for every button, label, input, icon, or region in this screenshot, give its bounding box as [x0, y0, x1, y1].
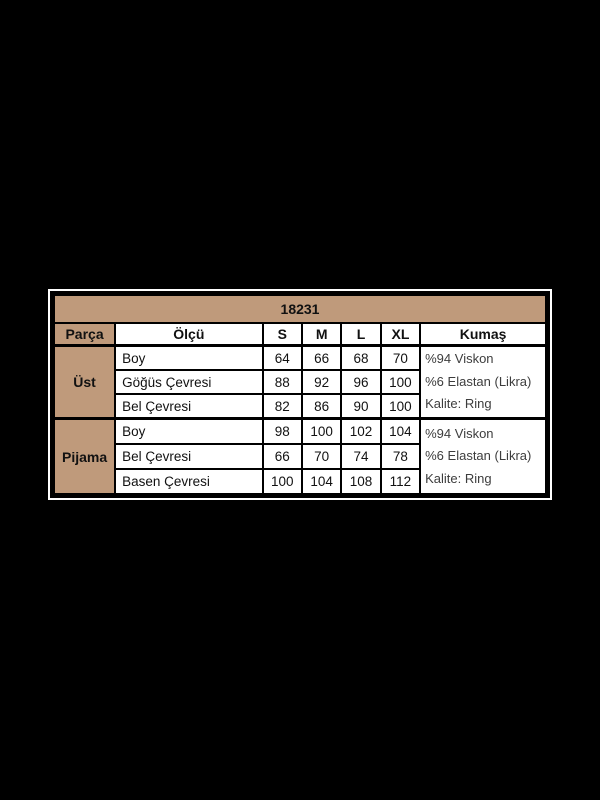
size-value: 100 — [302, 419, 341, 445]
size-value: 100 — [381, 370, 420, 394]
size-value: 96 — [341, 370, 380, 394]
col-header-olcu: Ölçü — [115, 323, 262, 346]
measure-label: Bel Çevresi — [115, 394, 262, 419]
fabric-line: %6 Elastan (Likra) — [425, 448, 532, 464]
size-value: 82 — [263, 394, 302, 419]
col-header-parca: Parça — [53, 323, 116, 346]
size-value: 74 — [341, 444, 380, 469]
fabric-info-ust — [420, 346, 547, 419]
size-value: 92 — [302, 370, 341, 394]
col-header-size-xl: XL — [381, 323, 420, 346]
size-value: 104 — [381, 419, 420, 445]
measure-label: Boy — [115, 346, 262, 371]
group-label-ust: Üst — [53, 346, 116, 419]
size-chart-table — [50, 291, 550, 498]
col-header-kumas: Kumaş — [420, 323, 547, 346]
size-value: 70 — [302, 444, 341, 469]
size-value: 90 — [341, 394, 380, 419]
size-value: 88 — [263, 370, 302, 394]
size-value: 66 — [263, 444, 302, 469]
chart-title: 18231 — [53, 294, 548, 324]
size-value: 108 — [341, 469, 380, 496]
size-value: 86 — [302, 394, 341, 419]
fabric-line: %6 Elastan (Likra) — [425, 373, 532, 389]
measure-label: Göğüs Çevresi — [115, 370, 262, 394]
size-value: 70 — [381, 346, 420, 371]
size-value: 100 — [381, 394, 420, 419]
size-value: 78 — [381, 444, 420, 469]
measure-label: Boy — [115, 419, 262, 445]
measure-label: Bel Çevresi — [115, 444, 262, 469]
fabric-info-pijama — [420, 419, 547, 496]
group-label-pijama: Pijama — [53, 419, 116, 496]
fabric-line: %94 Viskon — [425, 425, 494, 441]
measure-label: Basen Çevresi — [115, 469, 262, 496]
size-value: 66 — [302, 346, 341, 371]
size-value: 100 — [263, 469, 302, 496]
fabric-line: Kalite: Ring — [425, 396, 492, 412]
size-chart-frame — [48, 289, 552, 500]
col-header-size-m: M — [302, 323, 341, 346]
col-header-size-l: L — [341, 323, 380, 346]
size-value: 68 — [341, 346, 380, 371]
fabric-line: %94 Viskon — [425, 351, 494, 367]
size-value: 112 — [381, 469, 420, 496]
col-header-size-s: S — [263, 323, 302, 346]
fabric-line: Kalite: Ring — [425, 470, 492, 486]
size-value: 104 — [302, 469, 341, 496]
size-value: 102 — [341, 419, 380, 445]
size-value: 64 — [263, 346, 302, 371]
size-value: 98 — [263, 419, 302, 445]
